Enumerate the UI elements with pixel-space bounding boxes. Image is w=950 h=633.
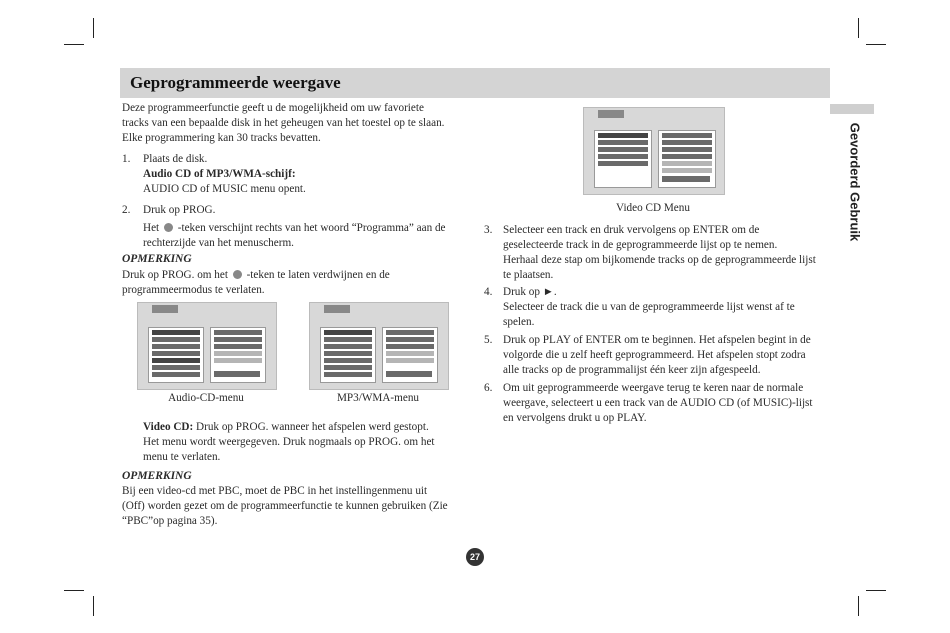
step-3 <box>503 223 838 283</box>
step-3-line: Selecteer een track en druk vervolgens op ENTER om de <box>503 224 760 236</box>
crop-mark <box>858 18 859 38</box>
video-cd-line: menu te verlaten. <box>143 451 221 463</box>
screen-tab <box>152 305 178 313</box>
step-3-line: geselecteerde track in de geprogrammeerde lijst op te nemen. <box>503 239 778 251</box>
note-heading: OPMERKING <box>122 253 192 265</box>
step-1 <box>143 152 473 197</box>
crop-mark <box>866 590 886 591</box>
step-6-line: en vervolgens drukt u op PLAY. <box>503 412 647 424</box>
step-1-bold: Audio CD of MP3/WMA-schijf: <box>143 168 296 180</box>
step-number: 2. <box>122 204 131 216</box>
screen-button <box>386 371 432 377</box>
step-number: 6. <box>484 382 493 394</box>
video-cd-text: Druk op PROG. wanneer het afspelen werd gestopt. <box>196 421 429 433</box>
side-tab-label: Gevorderd Gebruik <box>847 122 863 242</box>
video-cd-line: Het menu wordt weergegeven. Druk nogmaals op PROG. om het <box>143 436 435 448</box>
step-5-line: alle tracks op de programmalijst één keer zijn afgespeeld. <box>503 364 761 376</box>
step-2 <box>143 203 473 251</box>
step-2-text: Het <box>143 222 160 234</box>
step-2-text: -teken verschijnt rechts van het woord “Programma” aan de <box>177 222 446 234</box>
note-line: (Off) worden gezet om de programmeerfunctie te kunnen gebruiken (Zie <box>122 500 448 512</box>
step-6-line: Om uit geprogrammeerde weergave terug te keren naar de normale <box>503 382 804 394</box>
track-list-box <box>320 327 376 383</box>
step-1-line: Plaats de disk. <box>143 153 208 165</box>
step-number: 1. <box>122 153 131 165</box>
step-4-line: spelen. <box>503 316 535 328</box>
crop-mark <box>64 44 84 45</box>
step-3-line: te plaatsen. <box>503 269 554 281</box>
step-2-line: Druk op PROG. <box>143 204 216 216</box>
step-5-line: Druk op PLAY of ENTER om te beginnen. Het afspelen begint in de <box>503 334 811 346</box>
caption-video-cd-menu: Video CD Menu <box>616 202 690 214</box>
section-header-bar <box>120 68 830 98</box>
note-heading: OPMERKING <box>122 470 192 482</box>
caption-mp3-wma-menu: MP3/WMA-menu <box>336 392 420 404</box>
note-line: “PBC”op pagina 35). <box>122 515 218 527</box>
intro-paragraph <box>122 101 472 146</box>
video-cd-paragraph <box>143 420 473 465</box>
program-mark-icon <box>233 270 242 279</box>
crop-mark <box>64 590 84 591</box>
video-cd-bold: Video CD: <box>143 421 194 433</box>
step-1-line: AUDIO CD of MUSIC menu opent. <box>143 183 306 195</box>
screen-tab <box>324 305 350 313</box>
step-6 <box>503 381 838 426</box>
screen-tab <box>598 110 624 118</box>
screen-button <box>214 371 260 377</box>
program-mark-icon <box>164 223 173 232</box>
side-tab-bar <box>830 104 874 114</box>
step-2-line: rechterzijde van het menuscherm. <box>143 237 294 249</box>
note-text: Druk op PROG. om het <box>122 269 228 281</box>
crop-mark <box>93 596 94 616</box>
intro-line: Deze programmeerfunctie geeft u de mogelijkheid om uw favoriete <box>122 102 424 114</box>
note-line: Bij een video-cd met PBC, moet de PBC in het instellingenmenu uit <box>122 485 428 497</box>
note-2 <box>122 484 472 529</box>
crop-mark <box>93 18 94 38</box>
mp3-wma-menu-screenshot <box>309 302 449 390</box>
intro-line: tracks van een bepaalde disk in het geheugen van het toestel op te slaan. <box>122 117 445 129</box>
step-number: 4. <box>484 286 493 298</box>
note-1 <box>122 268 472 298</box>
track-list-box <box>148 327 204 383</box>
intro-line: Elke programmering kan 30 tracks bevatten. <box>122 132 321 144</box>
crop-mark <box>866 44 886 45</box>
step-3-line: Herhaal deze stap om bijkomende tracks op de geprogrammeerde lijst <box>503 254 816 266</box>
step-4-line: Druk op ►. <box>503 286 557 298</box>
step-5 <box>503 333 838 378</box>
section-title: Geprogrammeerde weergave <box>130 73 341 92</box>
step-6-line: weergave, selecteert u een track van de AUDIO CD (of MUSIC)-lijst <box>503 397 813 409</box>
note-text: -teken te laten verdwijnen en de <box>246 269 390 281</box>
crop-mark <box>858 596 859 616</box>
step-number: 5. <box>484 334 493 346</box>
caption-audio-cd-menu: Audio-CD-menu <box>168 392 244 404</box>
video-cd-menu-screenshot <box>583 107 725 195</box>
step-5-line: volgorde die u zelf heeft geprogrammeerd. Het afspelen stopt zodra <box>503 349 806 361</box>
step-number: 3. <box>484 224 493 236</box>
step-4-line: Selecteer de track die u van de geprogrammeerde lijst wenst af te <box>503 301 795 313</box>
screen-button <box>662 176 710 182</box>
track-list-box <box>594 130 652 188</box>
step-4 <box>503 285 838 330</box>
page-number: 27 <box>466 548 484 566</box>
audio-cd-menu-screenshot <box>137 302 277 390</box>
note-line: programmeermodus te verlaten. <box>122 284 265 296</box>
